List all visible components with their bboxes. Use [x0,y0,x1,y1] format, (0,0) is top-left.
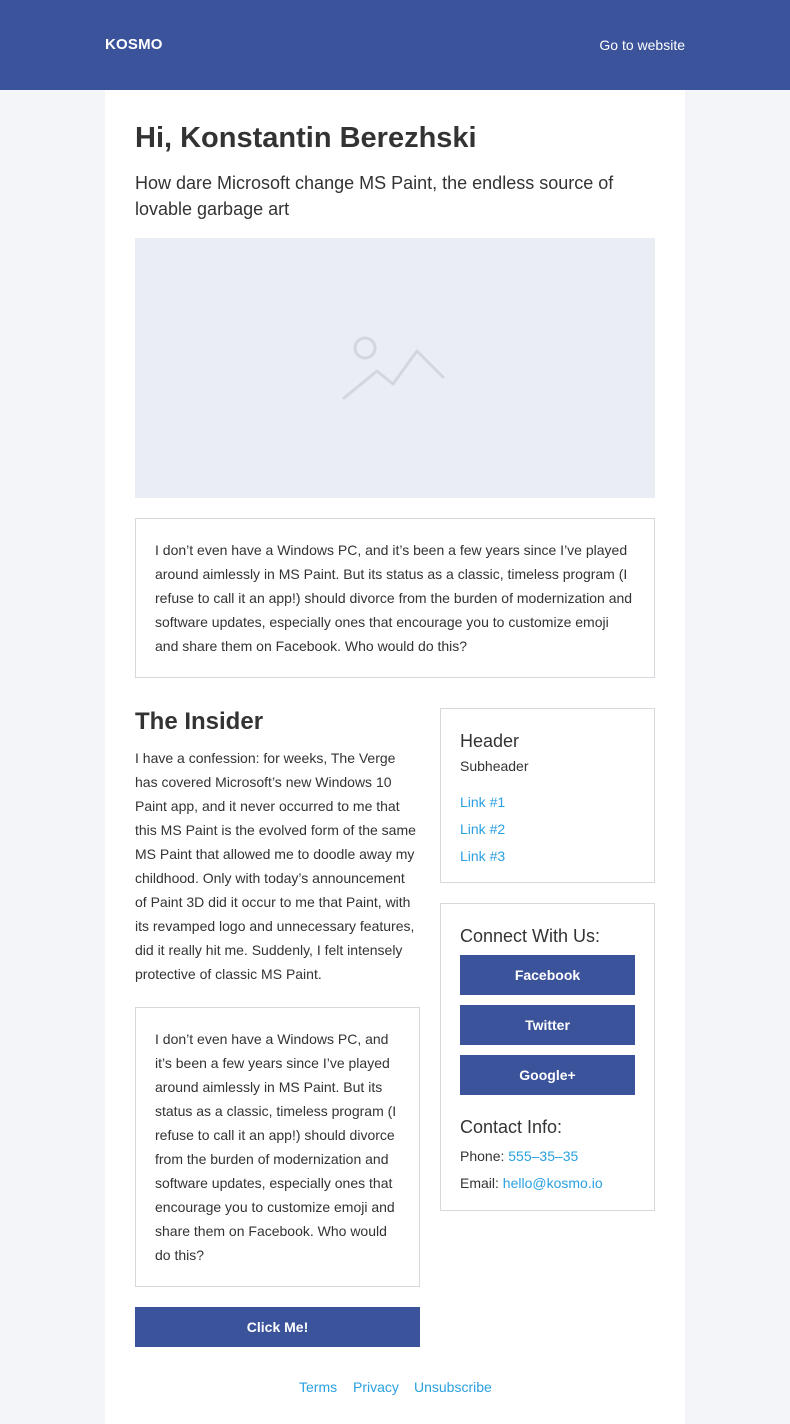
sidebar-subheader: Subheader [460,758,529,774]
contact-info-title: Contact Info: [460,1117,563,1137]
twitter-button[interactable]: Twitter [460,1005,635,1045]
hero-image-placeholder [135,238,655,498]
footer-privacy-link[interactable]: Privacy [353,1379,399,1395]
email-label: Email: [460,1175,499,1191]
intro-text-box [135,518,655,678]
sidebar-link-2[interactable]: Link #2 [460,821,506,837]
brand-logo[interactable]: KOSMO [105,36,163,53]
sidebar-link-3[interactable]: Link #3 [460,848,506,864]
email-line [460,1175,603,1191]
sidebar-header: Header [460,731,520,751]
phone-label: Phone: [460,1148,505,1164]
connect-title: Connect With Us: [460,926,601,946]
greeting-title: Hi, Konstantin Berezhski [135,122,477,154]
insider-body: I have a confession: for weeks, The Verge has covered Microsoft’s new Windows 10 Paint app, and it never occurred to me that this MS Paint is the evolved form of the same MS Paint that allowed me to doodle away my childhood. Only with today’s announcement of Paint 3D did it occur to me that Paint, with its revamped logo and unnecessary features, did it really hit me. Suddenly, I felt intensely protective of classic MS Paint. [135,750,416,982]
footer-unsubscribe-link[interactable]: Unsubscribe [414,1379,492,1395]
intro-text: I don’t even have a Windows PC, and it’s been a few years since I’ve played around aimlessly in MS Paint. But its status as a classic, timeless program (I refuse to call it an app!) should divorce from the burden of modernization and software updates, especially ones that encourage you to customize emoji and share them on Facebook. Who would do this? [155,542,633,654]
click-me-button[interactable]: Click Me! [135,1307,420,1347]
subtitle: How dare Microsoft change MS Paint, the endless source of lovable garbage art [135,173,614,219]
image-placeholder-icon [341,334,445,402]
phone-line [460,1148,578,1164]
facebook-button[interactable]: Facebook [460,955,635,995]
quote-text: I don’t even have a Windows PC, and it’s been a few years since I’ve played around aimlessly in MS Paint. But its status as a classic, timeless program (I refuse to call it an app!) should divorce from the burden of modernization and software updates, especially ones that encourage you to customize emoji and share them on Facebook. Who would do this? [155,1031,397,1263]
email-link[interactable]: hello@kosmo.io [502,1175,603,1191]
quote-box [135,1007,420,1287]
sidebar-links-box [440,708,655,883]
go-to-website-link[interactable]: Go to website [599,37,685,53]
phone-link[interactable]: 555–35–35 [508,1148,579,1164]
connect-box [440,903,655,1211]
footer-terms-link[interactable]: Terms [299,1379,338,1395]
email-card [105,90,685,1424]
insider-title: The Insider [135,708,264,735]
sidebar-link-1[interactable]: Link #1 [460,794,506,810]
top-header [0,0,790,90]
google-plus-button[interactable]: Google+ [460,1055,635,1095]
